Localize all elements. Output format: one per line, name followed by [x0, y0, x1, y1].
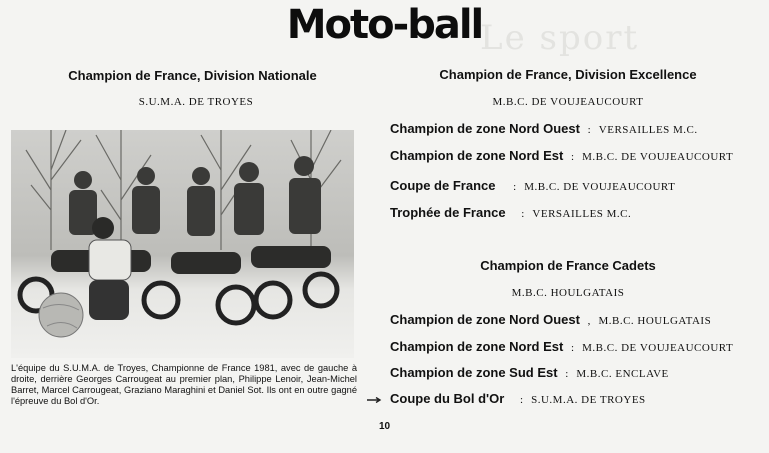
- result-row: [390, 121, 698, 136]
- result-label: Champion de zone Nord Est: [390, 339, 564, 354]
- result-value: M.B.C. DE VOUJEAUCOURT: [582, 151, 734, 163]
- nationale-heading: Champion de France, Division Nationale: [68, 68, 317, 83]
- result-label: Trophée de France: [390, 205, 506, 220]
- hand-mark-icon: [367, 397, 383, 403]
- result-row: [390, 205, 631, 220]
- cadets-heading: Champion de France Cadets: [480, 258, 656, 273]
- result-value: VERSAILLES M.C.: [598, 124, 698, 136]
- result-value: M.B.C. DE VOUJEAUCOURT: [524, 181, 676, 193]
- result-separator: :: [570, 342, 575, 354]
- photo-caption: L'équipe du S.U.M.A. de Troyes, Championne de France 1981, avec de gauche à droite, derrière Georges Carrougeat au premier plan, Philippe Lenoir, Jean-Michel Barret, Marcel Carrougeat, Graziano Maraghini et Daniel Sot. Ils ont en outre gagné l'épreuve du Bol d'Or.: [11, 363, 357, 406]
- page-number: 10: [378, 421, 391, 432]
- result-separator: :: [587, 124, 592, 136]
- result-row: [390, 312, 711, 327]
- page-title: Moto-ball: [286, 2, 483, 48]
- result-row: [390, 339, 733, 354]
- result-label: Coupe de France: [390, 178, 496, 193]
- result-separator: :: [521, 208, 525, 220]
- excellence-heading: Champion de France, Division Excellence: [439, 67, 697, 82]
- cadets-team: M.B.C. HOULGATAIS: [511, 287, 625, 299]
- result-row: [390, 178, 675, 193]
- result-label: Champion de zone Nord Est: [390, 148, 564, 163]
- result-value: M.B.C. DE VOUJEAUCOURT: [582, 342, 734, 354]
- result-row: [390, 148, 733, 163]
- result-separator: :: [519, 394, 524, 406]
- result-separator: ,: [587, 315, 591, 327]
- result-value: M.B.C. HOULGATAIS: [598, 315, 712, 327]
- bleed-through-text: Le sport: [480, 18, 640, 58]
- result-label: Coupe du Bol d'Or: [390, 391, 505, 406]
- result-row: [390, 391, 646, 406]
- result-separator: :: [513, 181, 517, 193]
- nationale-team: S.U.M.A. DE TROYES: [138, 96, 254, 108]
- result-value: S.U.M.A. DE TROYES: [531, 394, 646, 406]
- result-separator: :: [565, 368, 569, 380]
- result-separator: :: [570, 151, 575, 163]
- team-photo: [11, 130, 354, 358]
- result-row: [390, 365, 669, 380]
- result-value: VERSAILLES M.C.: [532, 208, 632, 220]
- result-label: Champion de zone Nord Ouest: [390, 312, 580, 327]
- result-label: Champion de zone Nord Ouest: [390, 121, 580, 136]
- result-value: M.B.C. ENCLAVE: [576, 368, 669, 380]
- excellence-team: M.B.C. DE VOUJEAUCOURT: [492, 96, 644, 108]
- result-label: Champion de zone Sud Est: [390, 365, 558, 380]
- team-photo-illustration: [11, 130, 354, 358]
